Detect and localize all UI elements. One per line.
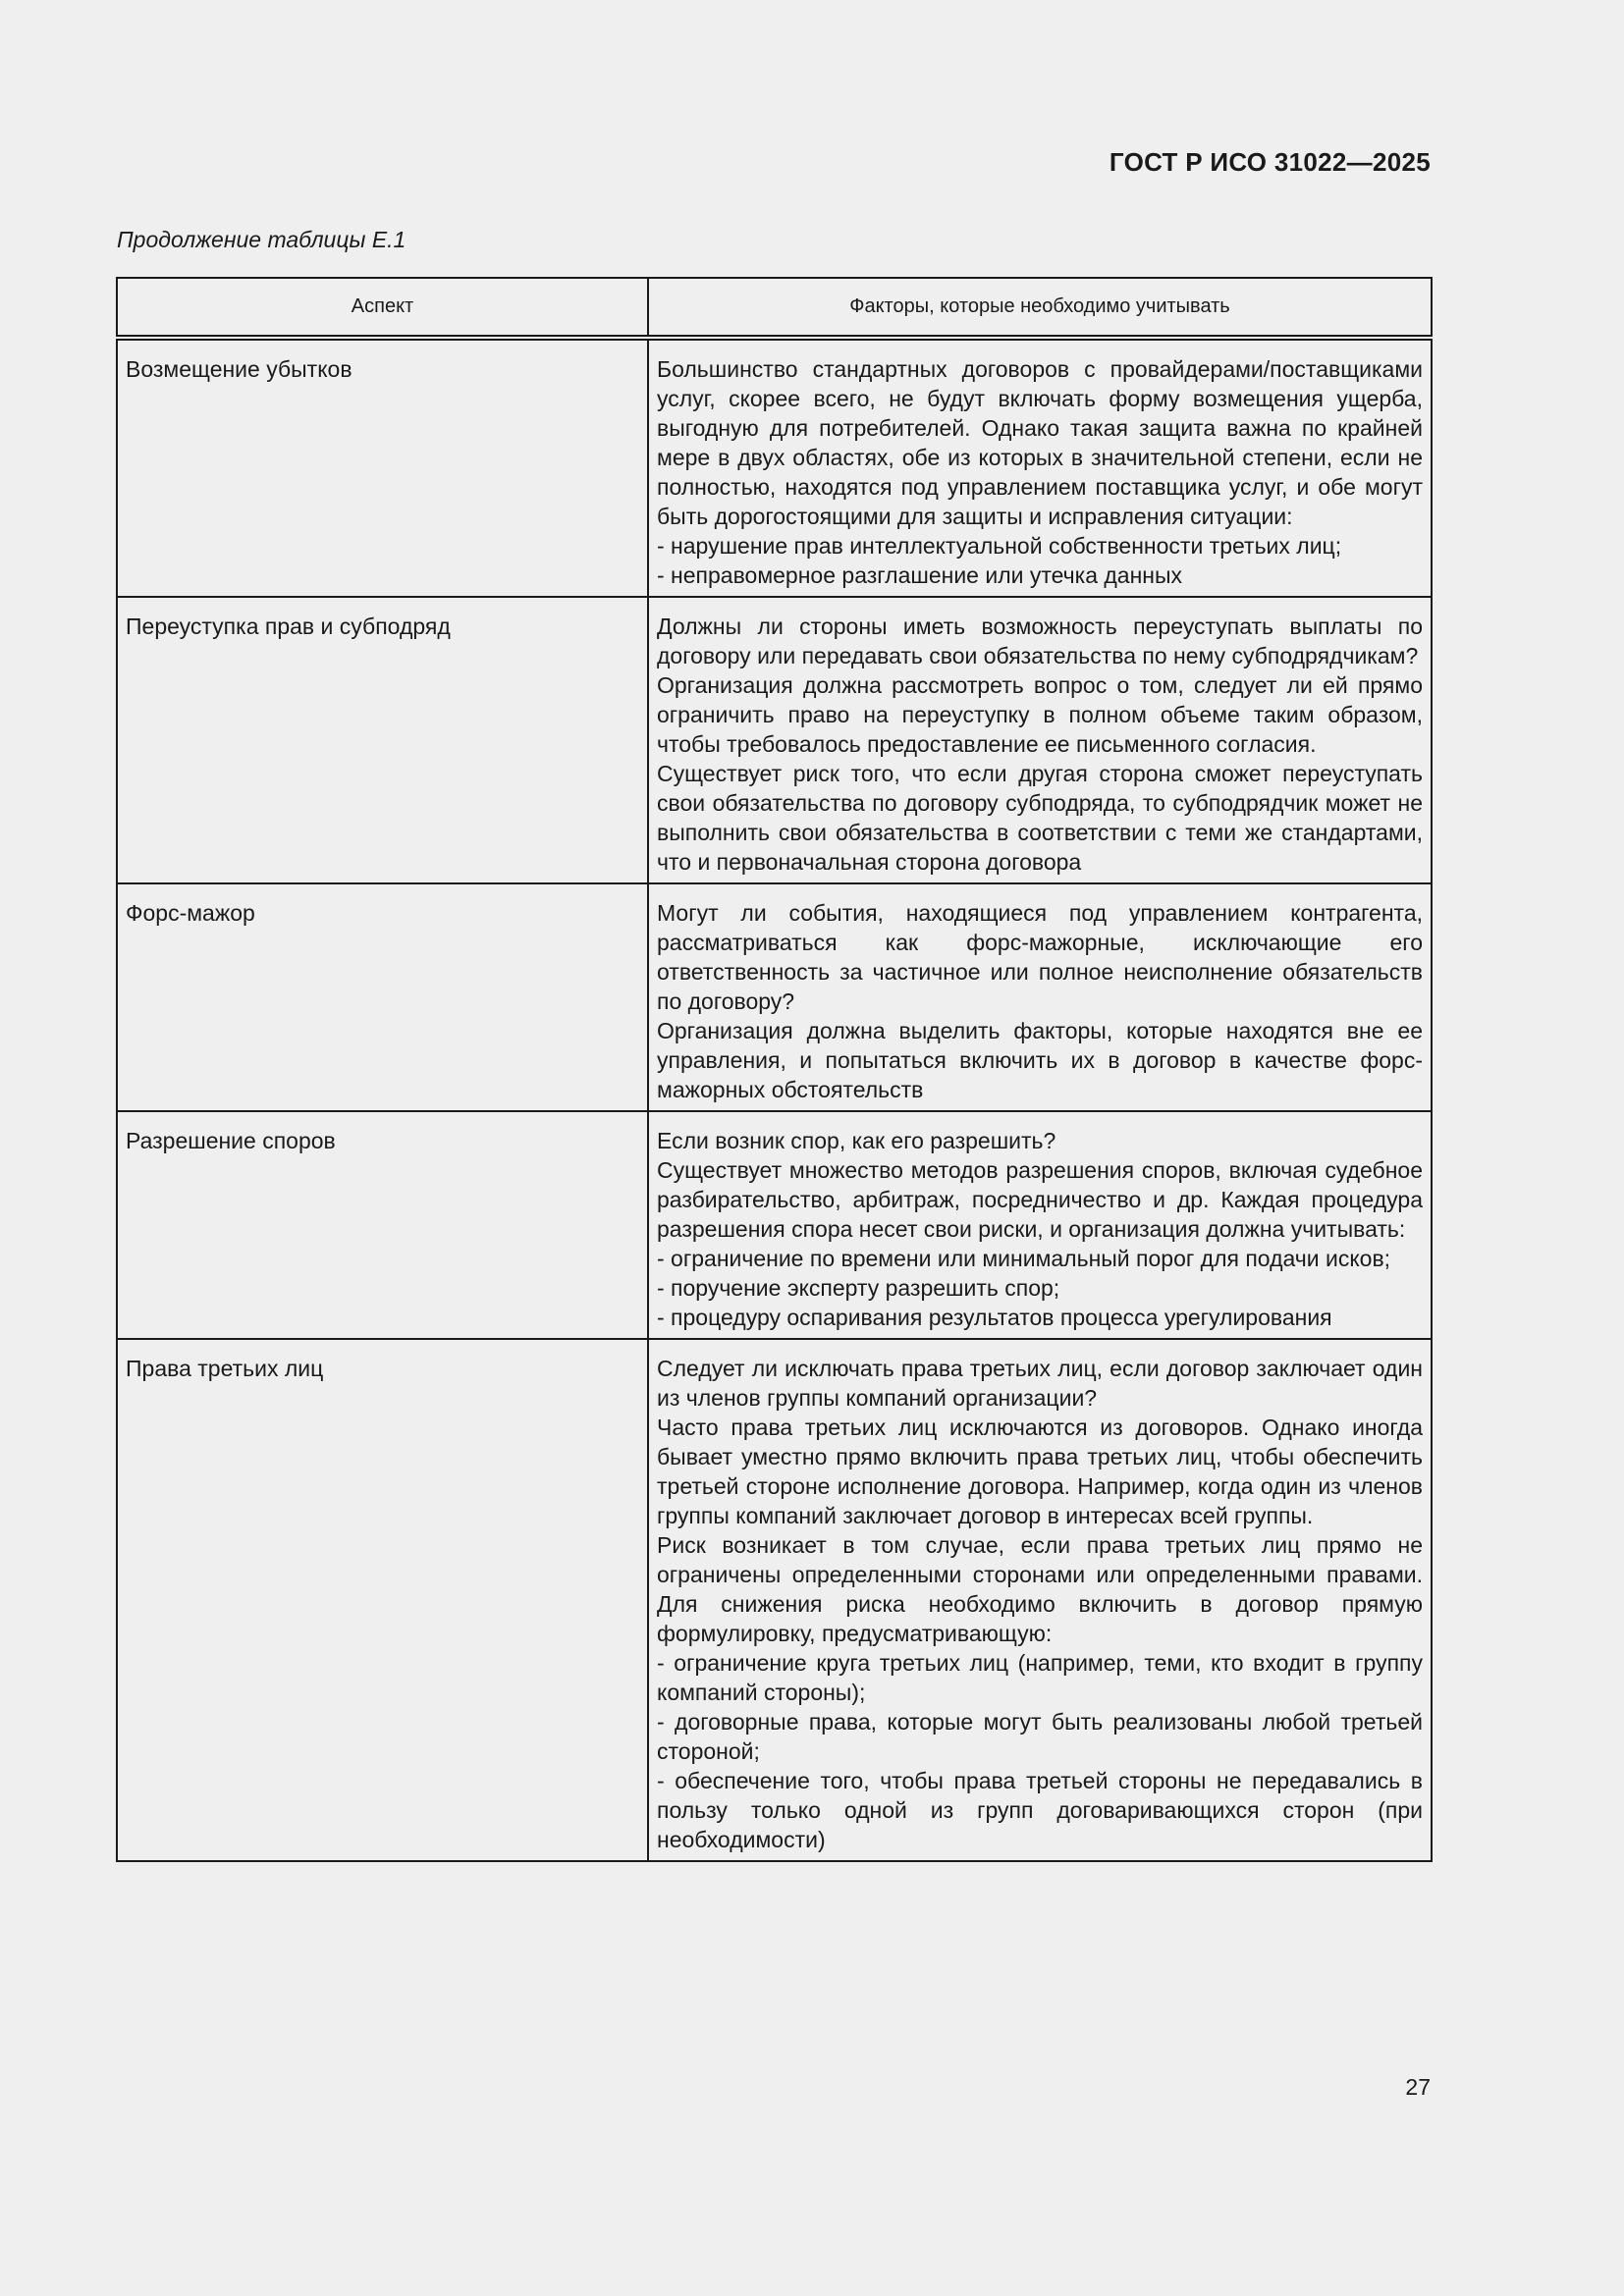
factor-paragraph: Организация должна выделить факторы, которые находятся вне ее управления, и попытаться включить их в договор в качестве форс-мажорных обстоятельств bbox=[657, 1018, 1423, 1102]
factor-paragraph: - ограничение круга третьих лиц (например, теми, кто входит в группу компаний стороны); bbox=[657, 1650, 1423, 1705]
aspect-cell: Возмещение убытков bbox=[117, 338, 648, 597]
factors-cell bbox=[648, 883, 1432, 1111]
factors-cell bbox=[648, 338, 1432, 597]
table-row bbox=[117, 597, 1432, 883]
aspect-cell: Форс-мажор bbox=[117, 883, 648, 1111]
table-row bbox=[117, 1339, 1432, 1861]
factor-paragraph: Могут ли события, находящиеся под управлением контрагента, рассматриваться как форс-мажорные, исключающие его ответственность за частичное или полное неисполнение обязательств по договору? bbox=[657, 900, 1423, 1014]
factor-paragraph: - нарушение прав интеллектуальной собственности третьих лиц; bbox=[657, 533, 1342, 559]
factor-paragraph: - договорные права, которые могут быть реализованы любой третьей стороной; bbox=[657, 1709, 1423, 1764]
standard-designation: ГОСТ Р ИСО 31022—2025 bbox=[1109, 147, 1431, 177]
factors-cell bbox=[648, 597, 1432, 883]
factor-paragraph: - неправомерное разглашение или утечка данных bbox=[657, 562, 1183, 588]
factor-paragraph: Риск возникает в том случае, если права третьих лиц прямо не ограничены определенными сторонами или определенными правами. Для снижения риска необходимо включить в договор прямую формулировку, предусматривающую: bbox=[657, 1532, 1423, 1646]
factor-paragraph: - ограничение по времени или минимальный порог для подачи исков; bbox=[657, 1246, 1391, 1271]
factor-paragraph: - обеспечение того, чтобы права третьей стороны не передавались в пользу только одной из групп договаривающихся сторон (при необходимости) bbox=[657, 1768, 1423, 1852]
column-header-aspect: Аспект bbox=[117, 278, 648, 338]
factor-paragraph: Должны ли стороны иметь возможность переуступать выплаты по договору или передавать свои обязательства по нему субподрядчикам? bbox=[657, 614, 1423, 668]
factor-paragraph: Часто права третьих лиц исключаются из договоров. Однако иногда бывает уместно прямо включить права третьих лиц, чтобы обеспечить третьей стороне исполнение договора. Например, когда один из членов группы компаний заключает договор в интересах всей группы. bbox=[657, 1415, 1423, 1528]
factor-paragraph: Большинство стандартных договоров с провайдерами/поставщиками услуг, скорее всего, не будут включать форму возмещения ущерба, выгодную для потребителей. Однако такая защита важна по крайней мере в двух областях, обе из которых в значительной степени, если не полностью, находятся под управлением поставщика услуг, и обе могут быть дорогостоящими для защиты и исправления ситуации: bbox=[657, 356, 1423, 529]
table-header-row bbox=[117, 278, 1432, 338]
factor-paragraph: Организация должна рассмотреть вопрос о том, следует ли ей прямо ограничить право на переуступку в полном объеме таким образом, чтобы требовалось предоставление ее письменного согласия. bbox=[657, 672, 1423, 757]
aspect-cell: Переуступка прав и субподряд bbox=[117, 597, 648, 883]
factors-cell bbox=[648, 1111, 1432, 1339]
factor-paragraph: - процедуру оспаривания результатов процесса урегулирования bbox=[657, 1305, 1332, 1330]
factor-paragraph: Следует ли исключать права третьих лиц, если договор заключает один из членов группы компаний организации? bbox=[657, 1356, 1423, 1411]
table-row bbox=[117, 338, 1432, 597]
factors-cell bbox=[648, 1339, 1432, 1861]
factor-paragraph: Если возник спор, как его разрешить? bbox=[657, 1128, 1056, 1153]
aspect-cell: Разрешение споров bbox=[117, 1111, 648, 1339]
table-caption: Продолжение таблицы Е.1 bbox=[117, 227, 406, 252]
column-header-factors: Факторы, которые необходимо учитывать bbox=[648, 278, 1432, 338]
table-row bbox=[117, 1111, 1432, 1339]
factors-table bbox=[116, 277, 1433, 1862]
table-row bbox=[117, 883, 1432, 1111]
aspect-cell: Права третьих лиц bbox=[117, 1339, 648, 1861]
page-number: 27 bbox=[1405, 2074, 1431, 2100]
factor-paragraph: Существует риск того, что если другая сторона сможет переуступать свои обязательства по договору субподряда, то субподрядчик может не выполнить свои обязательства в соответствии с теми же стандартами, что и первоначальная сторона договора bbox=[657, 761, 1423, 875]
factor-paragraph: - поручение эксперту разрешить спор; bbox=[657, 1275, 1060, 1301]
factor-paragraph: Существует множество методов разрешения споров, включая судебное разбирательство, арбитраж, посредничество и др. Каждая процедура разрешения спора несет свои риски, и организация должна учитывать: bbox=[657, 1157, 1423, 1242]
